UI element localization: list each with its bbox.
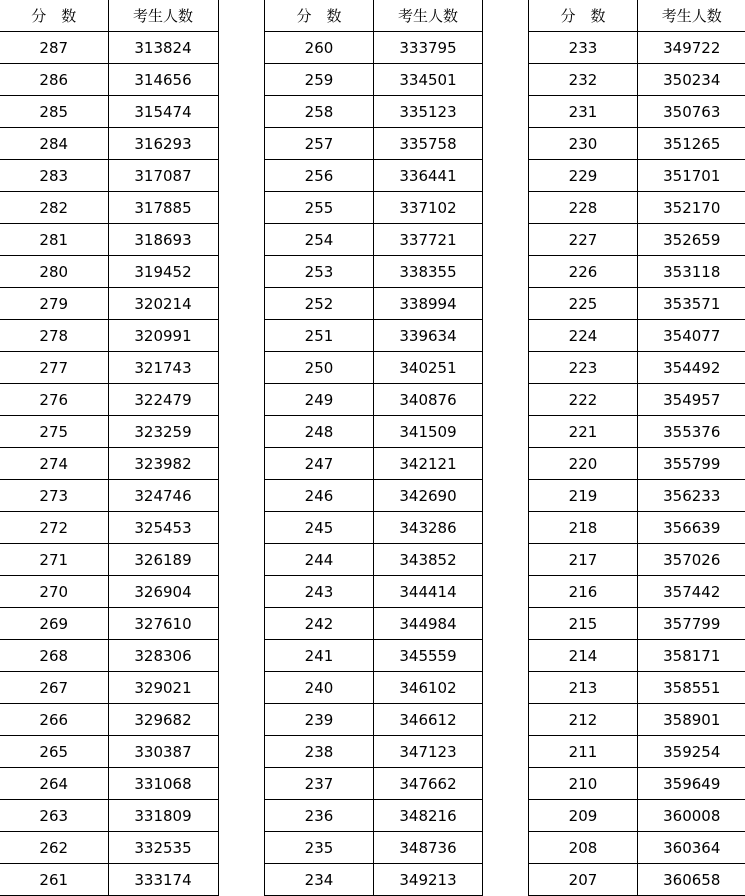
score-cell: 281 [0,224,108,256]
score-cell: 249 [265,384,374,416]
table-row [0,192,218,224]
count-cell: 324746 [108,480,218,512]
score-cell: 286 [0,64,108,96]
score-cell: 215 [529,608,638,640]
table-row [0,768,218,800]
score-cell: 252 [265,288,374,320]
table-row [529,320,745,352]
score-cell: 279 [0,288,108,320]
score-cell: 217 [529,544,638,576]
table-row [265,224,483,256]
count-cell: 350763 [638,96,745,128]
score-column-header: 分 数 [529,0,638,32]
table-row [529,128,745,160]
count-cell: 321743 [108,352,218,384]
score-cell: 231 [529,96,638,128]
table-row [0,288,218,320]
count-cell: 341509 [374,416,483,448]
table-row [0,384,218,416]
score-cell: 218 [529,512,638,544]
score-cell: 245 [265,512,374,544]
score-table-2 [264,0,483,896]
table-row [265,800,483,832]
count-cell: 352659 [638,224,745,256]
score-cell: 229 [529,160,638,192]
table-row [529,800,745,832]
count-cell: 335123 [374,96,483,128]
table-row [265,864,483,896]
table-row [529,224,745,256]
count-cell: 360008 [638,800,745,832]
score-cell: 224 [529,320,638,352]
count-cell: 359254 [638,736,745,768]
score-cell: 283 [0,160,108,192]
score-cell: 254 [265,224,374,256]
table-row [529,704,745,736]
table-row [0,576,218,608]
count-cell: 335758 [374,128,483,160]
table-row [529,160,745,192]
score-cell: 255 [265,192,374,224]
table-row [0,512,218,544]
table-row [265,352,483,384]
table-row [265,192,483,224]
table-row [0,480,218,512]
count-cell: 328306 [108,640,218,672]
table-row [0,640,218,672]
score-cell: 250 [265,352,374,384]
table-row [0,256,218,288]
table-row [265,704,483,736]
table-row [265,128,483,160]
score-cell: 267 [0,672,108,704]
table-row [529,736,745,768]
table-row [529,64,745,96]
score-cell: 265 [0,736,108,768]
score-cell: 233 [529,32,638,64]
count-cell: 332535 [108,832,218,864]
score-cell: 232 [529,64,638,96]
count-cell: 359649 [638,768,745,800]
score-cell: 274 [0,448,108,480]
count-cell: 340876 [374,384,483,416]
score-cell: 256 [265,160,374,192]
count-cell: 351701 [638,160,745,192]
score-cell: 276 [0,384,108,416]
score-cell: 257 [265,128,374,160]
count-cell: 360658 [638,864,745,896]
table-row [265,576,483,608]
table-row [265,480,483,512]
count-cell: 320991 [108,320,218,352]
table-row [529,192,745,224]
table-row [265,608,483,640]
count-cell: 337721 [374,224,483,256]
count-cell: 342121 [374,448,483,480]
score-cell: 226 [529,256,638,288]
count-cell: 322479 [108,384,218,416]
count-cell: 326904 [108,576,218,608]
table-row [0,128,218,160]
score-cell: 221 [529,416,638,448]
count-cell: 346102 [374,672,483,704]
table-row [265,672,483,704]
score-cell: 275 [0,416,108,448]
count-cell: 349213 [374,864,483,896]
score-cell: 284 [0,128,108,160]
score-table-body [529,0,745,896]
count-cell: 313824 [108,32,218,64]
score-cell: 287 [0,32,108,64]
count-cell: 354957 [638,384,745,416]
table-row [0,544,218,576]
score-cell: 230 [529,128,638,160]
count-cell: 333174 [108,864,218,896]
table-row [529,608,745,640]
table-row [529,544,745,576]
score-cell: 244 [265,544,374,576]
score-cell: 220 [529,448,638,480]
count-cell: 333795 [374,32,483,64]
score-cell: 246 [265,480,374,512]
table-row [0,224,218,256]
score-table-1 [0,0,219,896]
count-cell: 329682 [108,704,218,736]
count-cell: 353118 [638,256,745,288]
count-cell: 340251 [374,352,483,384]
score-cell: 248 [265,416,374,448]
table-row [529,640,745,672]
table-row [0,736,218,768]
score-cell: 264 [0,768,108,800]
score-cell: 239 [265,704,374,736]
score-cell: 259 [265,64,374,96]
table-row [0,416,218,448]
score-cell: 222 [529,384,638,416]
count-cell: 315474 [108,96,218,128]
table-row [265,448,483,480]
count-cell: 337102 [374,192,483,224]
score-cell: 211 [529,736,638,768]
table-row [0,448,218,480]
table-row [265,736,483,768]
table-row [0,352,218,384]
score-cell: 285 [0,96,108,128]
table-row [265,416,483,448]
table-row [265,768,483,800]
score-cell: 208 [529,832,638,864]
table-row [529,448,745,480]
table-row [529,672,745,704]
score-cell: 228 [529,192,638,224]
score-cell: 238 [265,736,374,768]
score-cell: 271 [0,544,108,576]
score-cell: 242 [265,608,374,640]
table-row [265,384,483,416]
count-cell: 316293 [108,128,218,160]
score-cell: 277 [0,352,108,384]
table-row [0,864,218,896]
score-cell: 209 [529,800,638,832]
count-column-header: 考生人数 [374,0,483,32]
count-cell: 355376 [638,416,745,448]
count-cell: 351265 [638,128,745,160]
score-cell: 258 [265,96,374,128]
score-cell: 269 [0,608,108,640]
table-row [529,480,745,512]
count-cell: 317087 [108,160,218,192]
table-row [0,32,218,64]
count-cell: 355799 [638,448,745,480]
table-row [0,608,218,640]
count-cell: 339634 [374,320,483,352]
count-cell: 343852 [374,544,483,576]
table-row [529,384,745,416]
count-cell: 323259 [108,416,218,448]
score-cell: 241 [265,640,374,672]
score-cell: 266 [0,704,108,736]
count-cell: 330387 [108,736,218,768]
score-cell: 240 [265,672,374,704]
table-row [265,640,483,672]
table-row [529,768,745,800]
count-cell: 347123 [374,736,483,768]
count-cell: 323982 [108,448,218,480]
score-cell: 227 [529,224,638,256]
score-cell: 273 [0,480,108,512]
score-cell: 210 [529,768,638,800]
table-row [529,512,745,544]
count-column-header: 考生人数 [108,0,218,32]
score-table-body [265,0,483,896]
count-cell: 348216 [374,800,483,832]
count-cell: 325453 [108,512,218,544]
count-cell: 319452 [108,256,218,288]
score-cell: 278 [0,320,108,352]
header-row [0,0,218,32]
count-cell: 357442 [638,576,745,608]
table-row [529,832,745,864]
score-cell: 253 [265,256,374,288]
table-row [0,96,218,128]
count-cell: 358901 [638,704,745,736]
table-row [265,320,483,352]
count-cell: 350234 [638,64,745,96]
table-row [265,32,483,64]
table-row [265,832,483,864]
count-cell: 346612 [374,704,483,736]
table-row [529,864,745,896]
count-cell: 358171 [638,640,745,672]
count-cell: 326189 [108,544,218,576]
count-cell: 347662 [374,768,483,800]
count-cell: 354077 [638,320,745,352]
count-cell: 344984 [374,608,483,640]
count-cell: 345559 [374,640,483,672]
table-row [265,512,483,544]
score-cell: 237 [265,768,374,800]
table-row [265,160,483,192]
score-cell: 272 [0,512,108,544]
count-cell: 314656 [108,64,218,96]
count-cell: 357799 [638,608,745,640]
score-cell: 260 [265,32,374,64]
table-row [529,576,745,608]
count-cell: 344414 [374,576,483,608]
score-cell: 280 [0,256,108,288]
score-cell: 263 [0,800,108,832]
count-cell: 334501 [374,64,483,96]
score-table-body [0,0,218,896]
score-cell: 234 [265,864,374,896]
score-cell: 261 [0,864,108,896]
count-cell: 318693 [108,224,218,256]
table-row [0,672,218,704]
count-cell: 329021 [108,672,218,704]
table-row [0,320,218,352]
score-cell: 219 [529,480,638,512]
score-cell: 247 [265,448,374,480]
count-cell: 336441 [374,160,483,192]
score-cell: 243 [265,576,374,608]
count-cell: 358551 [638,672,745,704]
score-cell: 236 [265,800,374,832]
table-row [529,352,745,384]
score-column-header: 分 数 [0,0,108,32]
count-cell: 320214 [108,288,218,320]
count-cell: 349722 [638,32,745,64]
table-row [0,64,218,96]
score-cell: 214 [529,640,638,672]
table-row [0,832,218,864]
table-row [529,416,745,448]
score-cell: 225 [529,288,638,320]
count-cell: 353571 [638,288,745,320]
score-cell: 216 [529,576,638,608]
count-cell: 331809 [108,800,218,832]
table-row [265,96,483,128]
table-row [0,160,218,192]
score-column-header: 分 数 [265,0,374,32]
table-row [529,256,745,288]
score-cell: 282 [0,192,108,224]
table-row [0,704,218,736]
count-cell: 342690 [374,480,483,512]
score-cell: 270 [0,576,108,608]
count-cell: 356233 [638,480,745,512]
table-row [0,800,218,832]
count-cell: 360364 [638,832,745,864]
table-row [529,96,745,128]
count-cell: 352170 [638,192,745,224]
count-cell: 357026 [638,544,745,576]
score-cell: 268 [0,640,108,672]
count-cell: 327610 [108,608,218,640]
table-row [265,544,483,576]
score-cell: 212 [529,704,638,736]
table-row [529,288,745,320]
score-cell: 223 [529,352,638,384]
count-cell: 338994 [374,288,483,320]
header-row [265,0,483,32]
table-row [265,256,483,288]
score-cell: 262 [0,832,108,864]
score-cell: 207 [529,864,638,896]
score-cell: 235 [265,832,374,864]
count-cell: 343286 [374,512,483,544]
table-row [529,32,745,64]
count-cell: 331068 [108,768,218,800]
score-cell: 213 [529,672,638,704]
header-row [529,0,745,32]
score-table-3 [528,0,745,896]
table-row [265,288,483,320]
count-cell: 348736 [374,832,483,864]
score-cell: 251 [265,320,374,352]
count-cell: 338355 [374,256,483,288]
count-column-header: 考生人数 [638,0,745,32]
count-cell: 354492 [638,352,745,384]
count-cell: 317885 [108,192,218,224]
count-cell: 356639 [638,512,745,544]
table-row [265,64,483,96]
